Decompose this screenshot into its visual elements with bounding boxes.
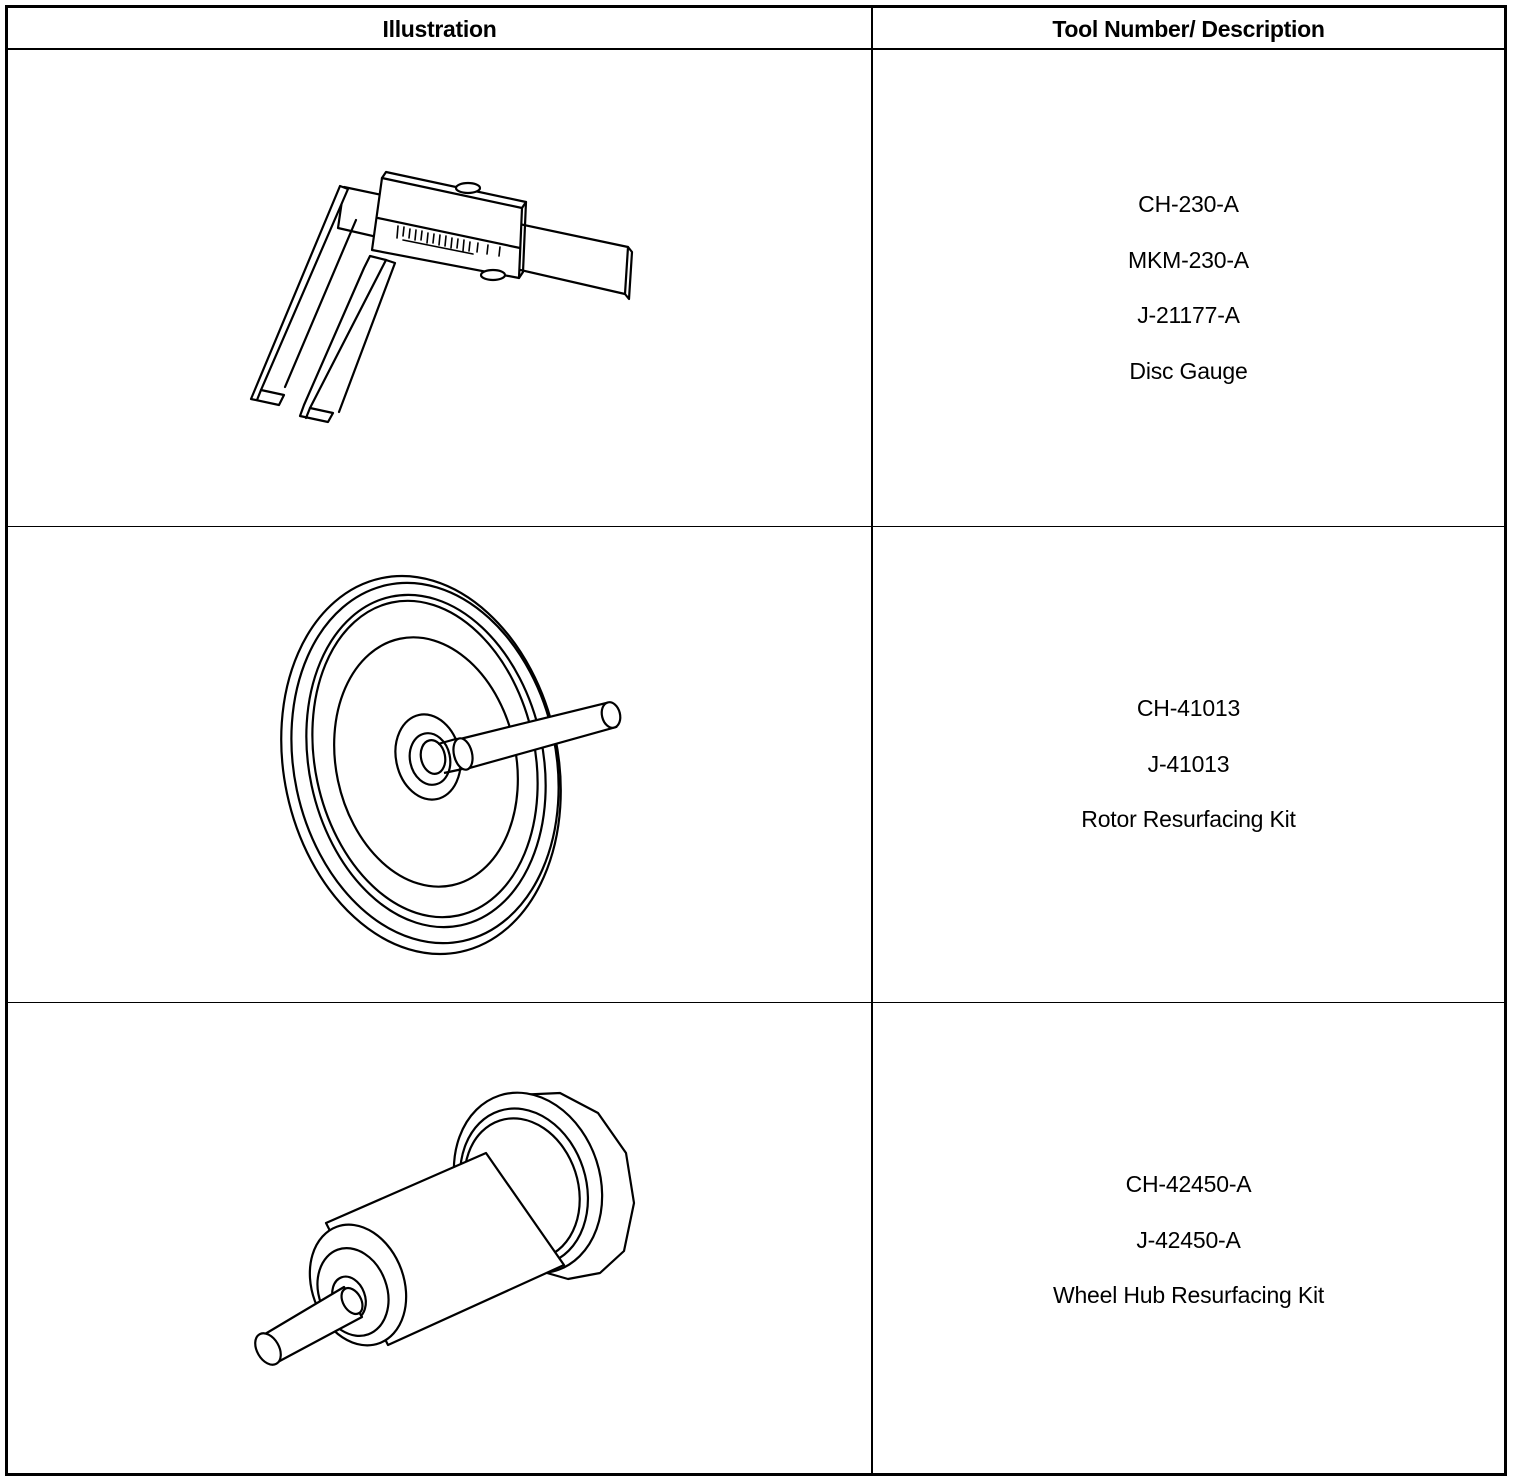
- tool-number-line: CH-42450-A: [1125, 1171, 1252, 1198]
- table-row: [8, 526, 1504, 1002]
- table-row: [8, 50, 1504, 526]
- tool-number-line: J-41013: [1147, 750, 1230, 777]
- table-row: [8, 1002, 1504, 1478]
- tool-number-line: CH-230-A: [1138, 191, 1239, 217]
- rotor-resurfacing-disc-icon: [8, 527, 871, 1003]
- table-header-row: [8, 8, 1504, 50]
- illustration-cell: [8, 50, 871, 526]
- tool-table: [5, 5, 1507, 1476]
- tool-number-line: J-42450-A: [1136, 1226, 1241, 1253]
- tool-number-line: J-21177-A: [1137, 302, 1240, 328]
- tool-description-line: Disc Gauge: [1129, 357, 1248, 384]
- wheel-hub-resurfacing-cylinder-icon: [8, 1003, 871, 1479]
- tool-description-line: Rotor Resurfacing Kit: [1081, 806, 1296, 833]
- description-column-header: Tool Number/ Description: [1052, 16, 1325, 42]
- illustration-cell: [8, 527, 871, 1002]
- illustration-column-header: Illustration: [382, 16, 497, 42]
- tool-description-line: Wheel Hub Resurfacing Kit: [1052, 1282, 1325, 1309]
- disc-gauge-caliper-icon: [8, 50, 871, 526]
- tool-number-line: CH-41013: [1136, 695, 1241, 722]
- tool-number-line: MKM-230-A: [1128, 246, 1249, 273]
- illustration-cell: [8, 1003, 871, 1478]
- description-cell: [873, 527, 1504, 1002]
- description-cell: [873, 50, 1504, 526]
- column-divider: [871, 8, 873, 1473]
- description-cell: [873, 1003, 1504, 1478]
